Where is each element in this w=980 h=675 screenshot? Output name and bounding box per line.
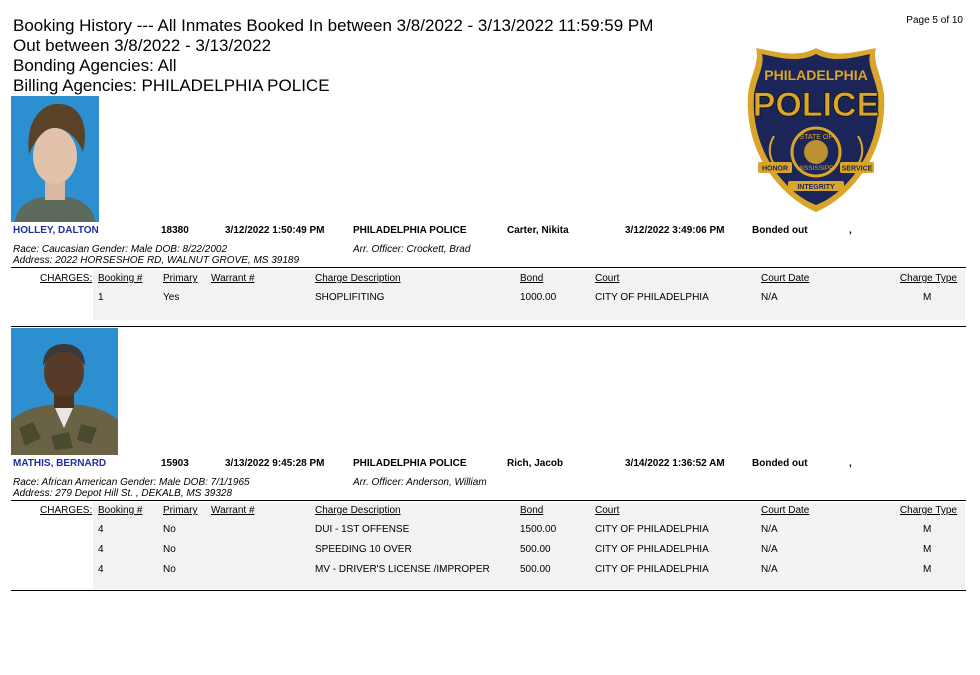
charge-description: DUI - 1ST OFFENSE <box>315 524 410 535</box>
police-badge-logo <box>744 44 888 216</box>
release-status: Bonded out <box>752 225 808 236</box>
charge-court: CITY OF PHILADELPHIA <box>595 292 709 303</box>
charge-description: MV - DRIVER'S LICENSE /IMPROPER <box>315 564 490 575</box>
col-booking-number: Booking # <box>98 273 143 284</box>
charges-label: CHARGES: <box>40 505 93 516</box>
col-charge-description: Charge Description <box>315 505 401 516</box>
col-primary: Primary <box>163 273 198 284</box>
charge-description: SHOPLIFITING <box>315 292 385 303</box>
col-primary: Primary <box>163 505 198 516</box>
divider <box>11 326 966 327</box>
badge-top-text: PHILADELPHIA <box>764 67 868 83</box>
divider <box>11 590 966 591</box>
charge-court: CITY OF PHILADELPHIA <box>595 524 709 535</box>
charge-booking: 4 <box>98 564 104 575</box>
charge-bond: 500.00 <box>520 564 551 575</box>
col-court-date: Court Date <box>761 273 810 284</box>
charge-court: CITY OF PHILADELPHIA <box>595 544 709 555</box>
col-warrant: Warrant # <box>211 273 255 284</box>
charges-label: CHARGES: <box>40 273 93 284</box>
charge-court: CITY OF PHILADELPHIA <box>595 564 709 575</box>
charge-booking: 1 <box>98 292 104 303</box>
col-court: Court <box>595 273 620 284</box>
col-charge-type: Charge Type <box>899 505 957 516</box>
charge-primary: No <box>163 524 176 535</box>
inmate-photo <box>11 96 99 222</box>
charge-bond: 1000.00 <box>520 292 557 303</box>
agency: PHILADELPHIA POLICE <box>353 458 467 469</box>
charge-type: M <box>923 292 932 303</box>
badge-seal-bottom: MISSISSIPPI <box>796 165 836 172</box>
col-booking-number: Booking # <box>98 505 143 516</box>
col-charge-type: Charge Type <box>899 273 957 284</box>
charge-booking: 4 <box>98 544 104 555</box>
release-extra: , <box>849 225 852 236</box>
inmate-id: 15903 <box>161 458 189 469</box>
report-bonding-agencies: Bonding Agencies: All <box>13 56 177 75</box>
agency: PHILADELPHIA POLICE <box>353 225 467 236</box>
arresting-officer: Arr. Officer: Crockett, Brad <box>353 244 471 255</box>
inmate-name[interactable]: HOLLEY, DALTON <box>13 225 99 236</box>
report-title: Booking History --- All Inmates Booked In between 3/8/2022 - 3/13/2022 11:59:59 PM <box>13 16 654 35</box>
badge-left-ribbon: HONOR <box>761 165 789 173</box>
col-bond: Bond <box>520 273 544 284</box>
charge-type: M <box>923 524 932 535</box>
inmate-id: 18380 <box>161 225 189 236</box>
col-bond: Bond <box>520 505 544 516</box>
badge-main-text: POLICE <box>752 86 880 124</box>
charge-type: M <box>923 544 932 555</box>
charge-primary: No <box>163 564 176 575</box>
charge-primary: Yes <box>163 292 180 303</box>
report-billing-agencies: Billing Agencies: PHILADELPHIA POLICE <box>13 76 330 95</box>
charge-primary: No <box>163 544 176 555</box>
col-court-date: Court Date <box>761 505 810 516</box>
inmate-address: Address: 279 Depot Hill St. , DEKALB, MS 39328 <box>13 488 232 499</box>
charge-bond: 1500.00 <box>520 524 557 535</box>
badge-bottom-ribbon: INTEGRITY <box>797 184 835 191</box>
released-datetime: 3/12/2022 3:49:06 PM <box>625 225 725 236</box>
inmate-photo <box>11 328 118 455</box>
badge-seal-top: STATE OF <box>799 134 833 141</box>
charge-bond: 500.00 <box>520 544 551 555</box>
charge-court-date: N/A <box>761 292 778 303</box>
col-warrant: Warrant # <box>211 505 255 516</box>
col-charge-description: Charge Description <box>315 273 401 284</box>
inmate-name[interactable]: MATHIS, BERNARD <box>13 458 107 469</box>
release-extra: , <box>849 458 852 469</box>
charge-description: SPEEDING 10 OVER <box>315 544 412 555</box>
released-datetime: 3/14/2022 1:36:52 AM <box>625 458 725 469</box>
page-number: Page 5 of 10 <box>906 15 963 26</box>
charge-booking: 4 <box>98 524 104 535</box>
release-status: Bonded out <box>752 458 808 469</box>
charge-court-date: N/A <box>761 524 778 535</box>
charge-type: M <box>923 564 932 575</box>
badge-right-ribbon: SERVICE <box>841 165 873 173</box>
charge-court-date: N/A <box>761 544 778 555</box>
inmate-address: Address: 2022 HORSESHOE RD, WALNUT GROVE, MS 39189 <box>13 255 300 266</box>
inmate-demographics: Race: African American Gender: Male DOB: 7/1/1965 <box>13 477 250 488</box>
booked-datetime: 3/13/2022 9:45:28 PM <box>225 458 325 469</box>
divider <box>11 267 966 268</box>
inmate-demographics: Race: Caucasian Gender: Male DOB: 8/22/2002 <box>13 244 228 255</box>
arresting-officer: Arr. Officer: Anderson, William <box>353 477 487 488</box>
charge-court-date: N/A <box>761 564 778 575</box>
booking-officer: Rich, Jacob <box>507 458 564 469</box>
booked-datetime: 3/12/2022 1:50:49 PM <box>225 225 325 236</box>
col-court: Court <box>595 505 620 516</box>
report-out-range: Out between 3/8/2022 - 3/13/2022 <box>13 36 272 55</box>
divider <box>11 500 966 501</box>
booking-officer: Carter, Nikita <box>507 225 569 236</box>
